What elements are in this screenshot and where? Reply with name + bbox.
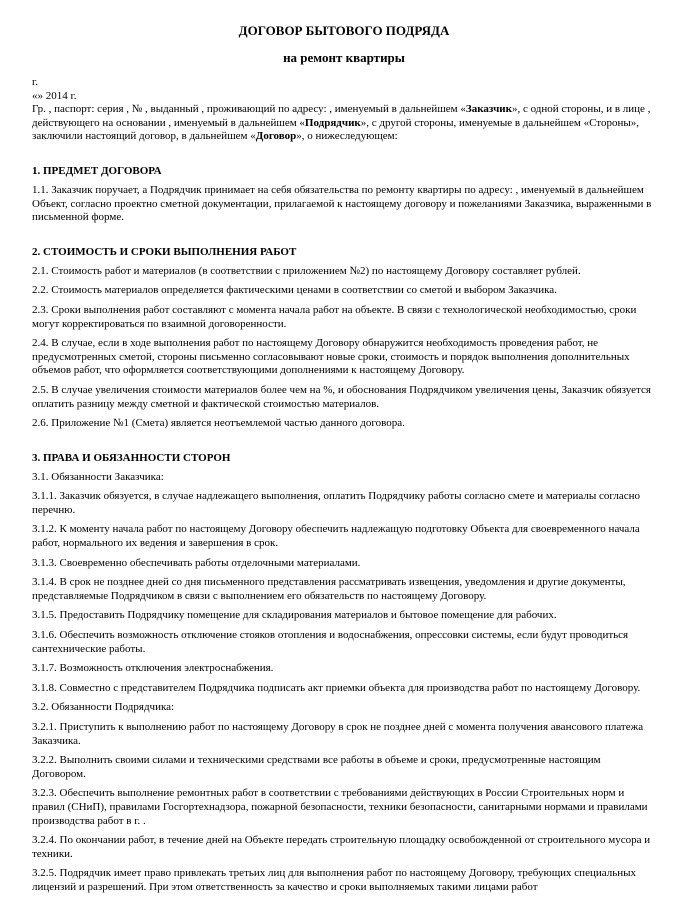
- clause-paragraph: 2.1. Стоимость работ и материалов (в соответствии с приложением №2) по настоящему Договору составляет рублей.: [32, 264, 581, 277]
- clause-paragraph: 3.2.3. Обеспечить выполнение ремонтных работ в соответствии с требованиями действующих в России Строительных норм и правил (СНиП), правилами Госгортехнадзора, пожарной безопасности, техники безопасности, санитарными нормами и правилами производства работ в г. .: [32, 787, 648, 827]
- clause-paragraph: 2.2. Стоимость материалов определяется фактическими ценами в соответствии со сметой и выбором Заказчика.: [32, 284, 557, 297]
- clause-paragraph: 3.1.2. К моменту начала работ по настоящему Договору обеспечить надлежащую подготовку Объекта для своевременного начала работ, нормального их ведения и завершения в срок.: [32, 523, 640, 550]
- parties-paragraph: [32, 103, 656, 144]
- section-cost-and-terms: [32, 245, 656, 431]
- section-heading: 1. ПРЕДМЕТ ДОГОВОРА: [32, 164, 162, 177]
- clause-paragraph: 2.4. В случае, если в ходе выполнения работ по настоящему Договору обнаружится необходимость проведения работ, не предусмотренных сметой, стороны письменно согласовывают новые сроки, стоимость и порядок выполнения дополнительных объемов работ, что оформляется соответствующими дополнениями к настоящему Договору.: [32, 337, 630, 377]
- section-subject: [32, 164, 656, 225]
- preamble-text: », о нижеследующем:: [296, 130, 398, 143]
- date-line: «» 2014 г.: [32, 89, 77, 102]
- clause-paragraph: 3.2.5. Подрядчик имеет право привлекать третьих лиц для выполнения работ по настоящему Договору, требующих специальных лицензий и разрешений. При этом ответственность за качество и сроки выполняемых такими лицами работ: [32, 867, 636, 893]
- clause-paragraph: 1.1. Заказчик поручает, а Подрядчик принимает на себя обязательства по ремонту квартиры по адресу: , именуемый в дальнейшем Объект, согласно проектно сметной документации, прилагаемой к настоящему договору и пожеланиями Заказчика, выраженными в письменной форме.: [32, 183, 652, 224]
- clause-paragraph: 3.2.1. Приступить к выполнению работ по настоящему Договору в срок не позднее дней с момента получения авансового платежа Заказчика.: [32, 721, 644, 747]
- clause-paragraph: 3.1.6. Обеспечить возможность отключение стояков отопления и водоснабжения, опрессовки системы, если будут проводиться сантехнические работы.: [32, 629, 629, 655]
- preamble-text: », с другой стороны, именуемые в дальнейшем «Стороны», заключили настоящий договор, в дальнейшем «: [32, 116, 639, 143]
- term-contractor: Подрядчик: [304, 116, 361, 129]
- clause-paragraph: 3.2.4. По окончании работ, в течение дней на Объекте передать строительную площадку освобожденной от строительного мусора и техники.: [32, 834, 651, 860]
- section-heading: 2. СТОИМОСТЬ И СРОКИ ВЫПОЛНЕНИЯ РАБОТ: [32, 245, 297, 258]
- city-line: г.: [32, 76, 39, 88]
- clause-paragraph: 3.1.3. Своевременно обеспечивать работы отделочными материалами.: [32, 556, 361, 569]
- clause-paragraph: 2.6. Приложение №1 (Смета) является неотъемлемой частью данного договора.: [32, 417, 405, 430]
- clause-paragraph: 3.2. Обязанности Подрядчика:: [32, 701, 175, 714]
- document-subtitle: на ремонт квартиры: [283, 50, 405, 65]
- term-contract: Договор: [255, 130, 297, 143]
- clause-paragraph: 2.5. В случае увеличения стоимости материалов более чем на %, и обоснования Подрядчиком увеличения цены, Заказчик обязуется оплатить разницу между сметной и фактической стоимостью материалов.: [32, 383, 651, 410]
- clause-paragraph: 3.2.2. Выполнить своими силами и техническими средствами все работы в объеме и сроки, предусмотренные настоящим Договором.: [32, 754, 601, 780]
- contract-sections: [32, 164, 656, 895]
- preamble: [32, 76, 656, 144]
- clause-paragraph: 3.1.7. Возможность отключения электроснабжения.: [32, 662, 274, 675]
- clause-paragraph: 3.1.4. В срок не позднее дней со дня письменного представления рассматривать извещения, уведомления и другие документы, представляемые Подрядчиком в связи с выполнением его обязательств по настоящему Договору.: [32, 576, 626, 602]
- section-heading: 3. ПРАВА И ОБЯЗАННОСТИ СТОРОН: [32, 451, 231, 464]
- document-title: ДОГОВОР БЫТОВОГО ПОДРЯДА: [238, 23, 450, 38]
- clause-paragraph: 3.1.5. Предоставить Подрядчику помещение для складирования материалов и бытовое помещение для рабочих.: [32, 609, 557, 622]
- clause-paragraph: 3.1.8. Совместно с представителем Подрядчика подписать акт приемки объекта для производства работ по настоящему Договору.: [32, 681, 641, 694]
- clause-paragraph: 3.1. Обязанности Заказчика:: [32, 470, 164, 483]
- clause-paragraph: 2.3. Сроки выполнения работ составляют с момента начала работ на объекте. В связи с технологической необходимостью, сроки могут корректироваться по взаимной договоренности.: [32, 303, 637, 330]
- preamble-text: Гр. , паспорт: серия , № , выданный , проживающий по адресу: , именуемый в дальнейшем «: [32, 103, 466, 116]
- term-customer: Заказчик: [465, 103, 512, 116]
- section-rights-and-obligations: [32, 451, 656, 895]
- clause-paragraph: 3.1.1. Заказчик обязуется, в случае надлежащего выполнения, оплатить Подрядчику работы согласно смете и материалы согласно перечню.: [32, 490, 640, 516]
- preamble-text: », с одной стороны, и в лице , действующего на основании , именуемый в дальнейшем «: [32, 103, 651, 129]
